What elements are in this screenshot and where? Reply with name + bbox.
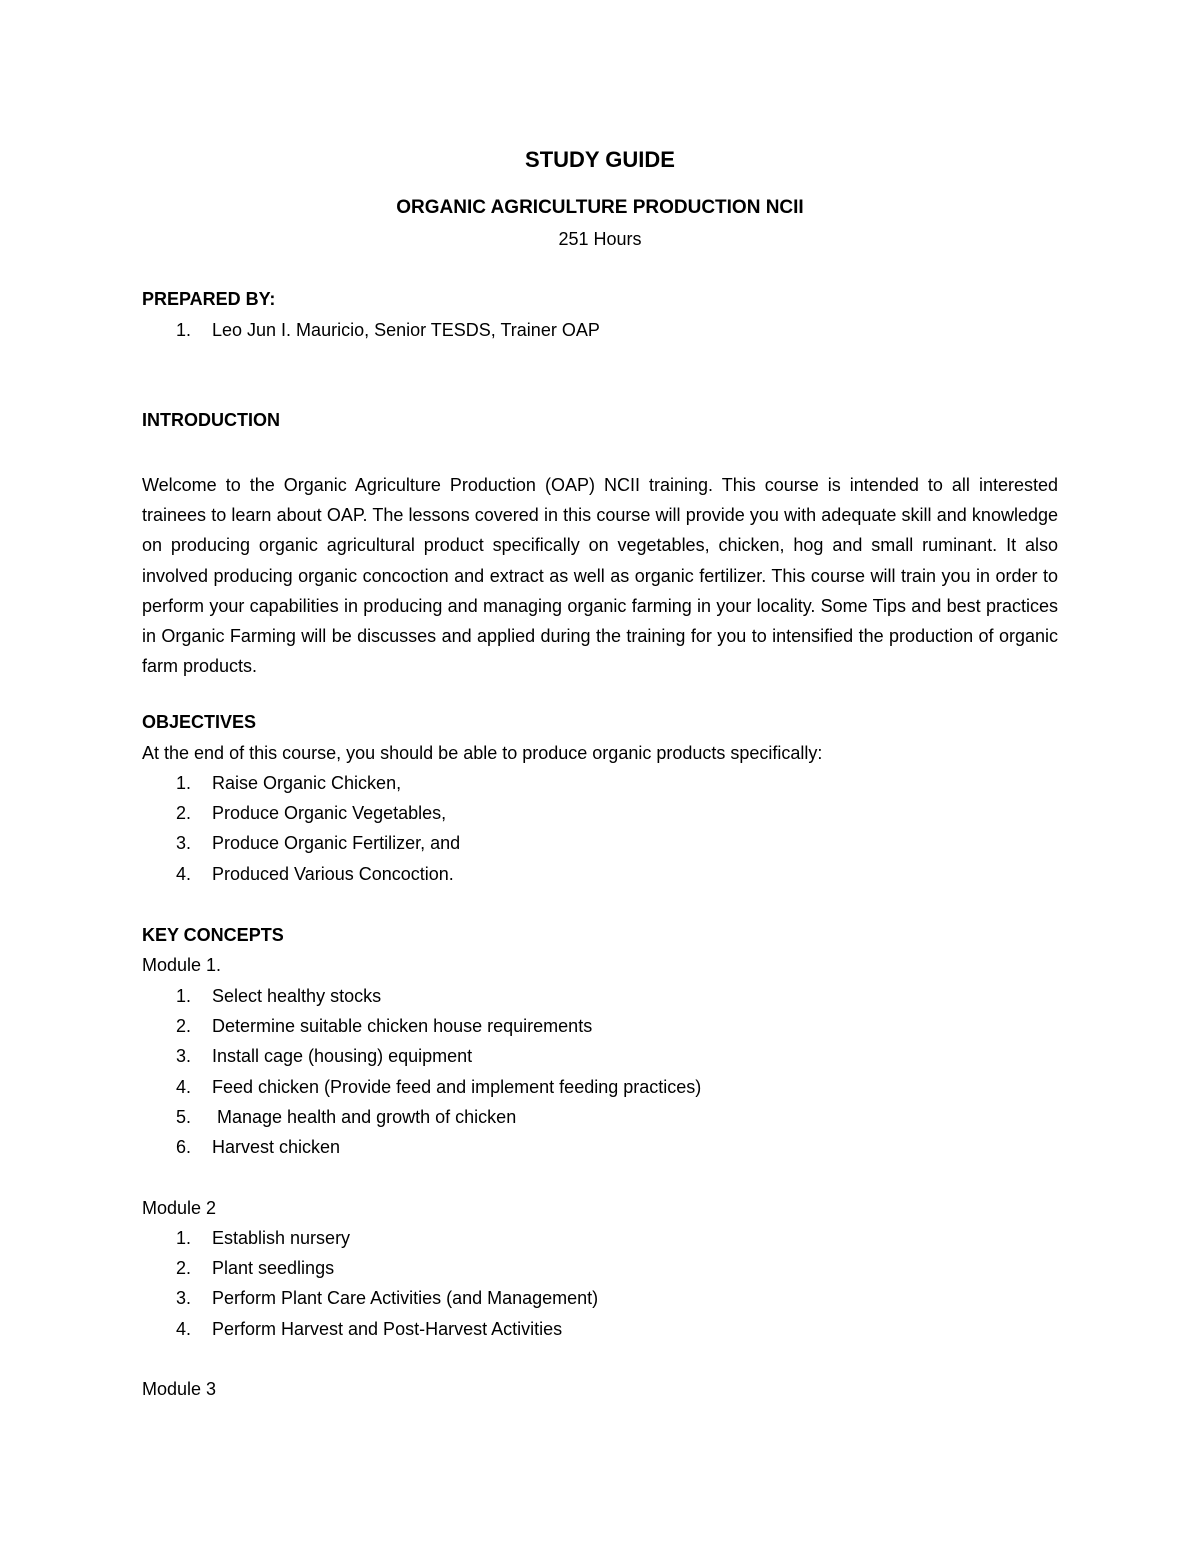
module-2-title: Module 2 <box>142 1198 217 1218</box>
list-item-text: Establish nursery <box>212 1228 351 1248</box>
list-item-text: Raise Organic Chicken, <box>212 773 402 793</box>
list-item-number: 1. <box>176 773 192 793</box>
list-item-text: Select healthy stocks <box>212 986 382 1006</box>
list-item-number: 3. <box>176 1288 192 1309</box>
list-item-number: 2. <box>176 1016 192 1037</box>
module-1-title: Module 1. <box>142 955 222 975</box>
list-item-text: Leo Jun I. Mauricio, Senior TESDS, Trainer OAP <box>212 320 600 340</box>
list-item-number: 2. <box>176 1258 192 1279</box>
list-item-text: Manage health and growth of chicken <box>212 1106 517 1127</box>
list-item-number: 2. <box>176 803 192 824</box>
list-item-text: Harvest chicken <box>212 1136 341 1157</box>
objectives-lead: At the end of this course, you should be able to produce organic products specifically: <box>142 743 823 763</box>
list-item-number: 3. <box>176 1046 192 1067</box>
key-concepts-heading: KEY CONCEPTS <box>142 925 284 945</box>
introduction-paragraph: Welcome to the Organic Agriculture Production (OAP) NCII training. This course is intended to all interested trainees to learn about OAP. The lessons covered in this course will provide you with adequate skill and knowledge on producing organic agricultural product specifically on vegetables, chicken, hog and small ruminant. It also involved producing organic concoction and extract as well as organic fertilizer. This course will train you in order to perform your capabilities in producing and managing organic farming in your locality. Some Tips and best practices in Organic Farming will be discusses and applied during the training for you to intensified the production of organic farm products. <box>142 475 1058 677</box>
objectives-heading: OBJECTIVES <box>142 712 257 732</box>
list-item-number: 4. <box>176 1076 192 1097</box>
list-item-number: 4. <box>176 863 192 884</box>
list-item-number: 3. <box>176 833 192 854</box>
list-item-text: Produce Organic Vegetables, <box>212 803 447 824</box>
prepared-by-heading: PREPARED BY: <box>142 289 276 309</box>
document-title: STUDY GUIDE <box>525 147 675 172</box>
list-item-text: Perform Harvest and Post-Harvest Activities <box>212 1318 563 1339</box>
list-item-number: 1. <box>176 320 192 340</box>
list-item-text: Feed chicken (Provide feed and implement feeding practices) <box>212 1076 702 1097</box>
list-item-number: 1. <box>176 1228 192 1248</box>
module-3-title: Module 3 <box>142 1379 217 1399</box>
list-item-number: 1. <box>176 986 192 1006</box>
list-item-text: Plant seedlings <box>212 1258 335 1279</box>
document-subtitle: ORGANIC AGRICULTURE PRODUCTION NCII <box>396 197 804 218</box>
introduction-heading: INTRODUCTION <box>142 410 280 430</box>
list-item-text: Produce Organic Fertilizer, and <box>212 833 461 854</box>
list-item-number: 4. <box>176 1318 192 1339</box>
list-item-text: Perform Plant Care Activities (and Management) <box>212 1288 599 1309</box>
course-hours: 251 Hours <box>558 229 642 249</box>
list-item-text: Install cage (housing) equipment <box>212 1046 473 1067</box>
list-item-number: 5. <box>176 1106 192 1127</box>
list-item-text: Produced Various Concoction. <box>212 863 454 884</box>
list-item-text: Determine suitable chicken house requirements <box>212 1016 593 1037</box>
list-item-number: 6. <box>176 1136 192 1157</box>
